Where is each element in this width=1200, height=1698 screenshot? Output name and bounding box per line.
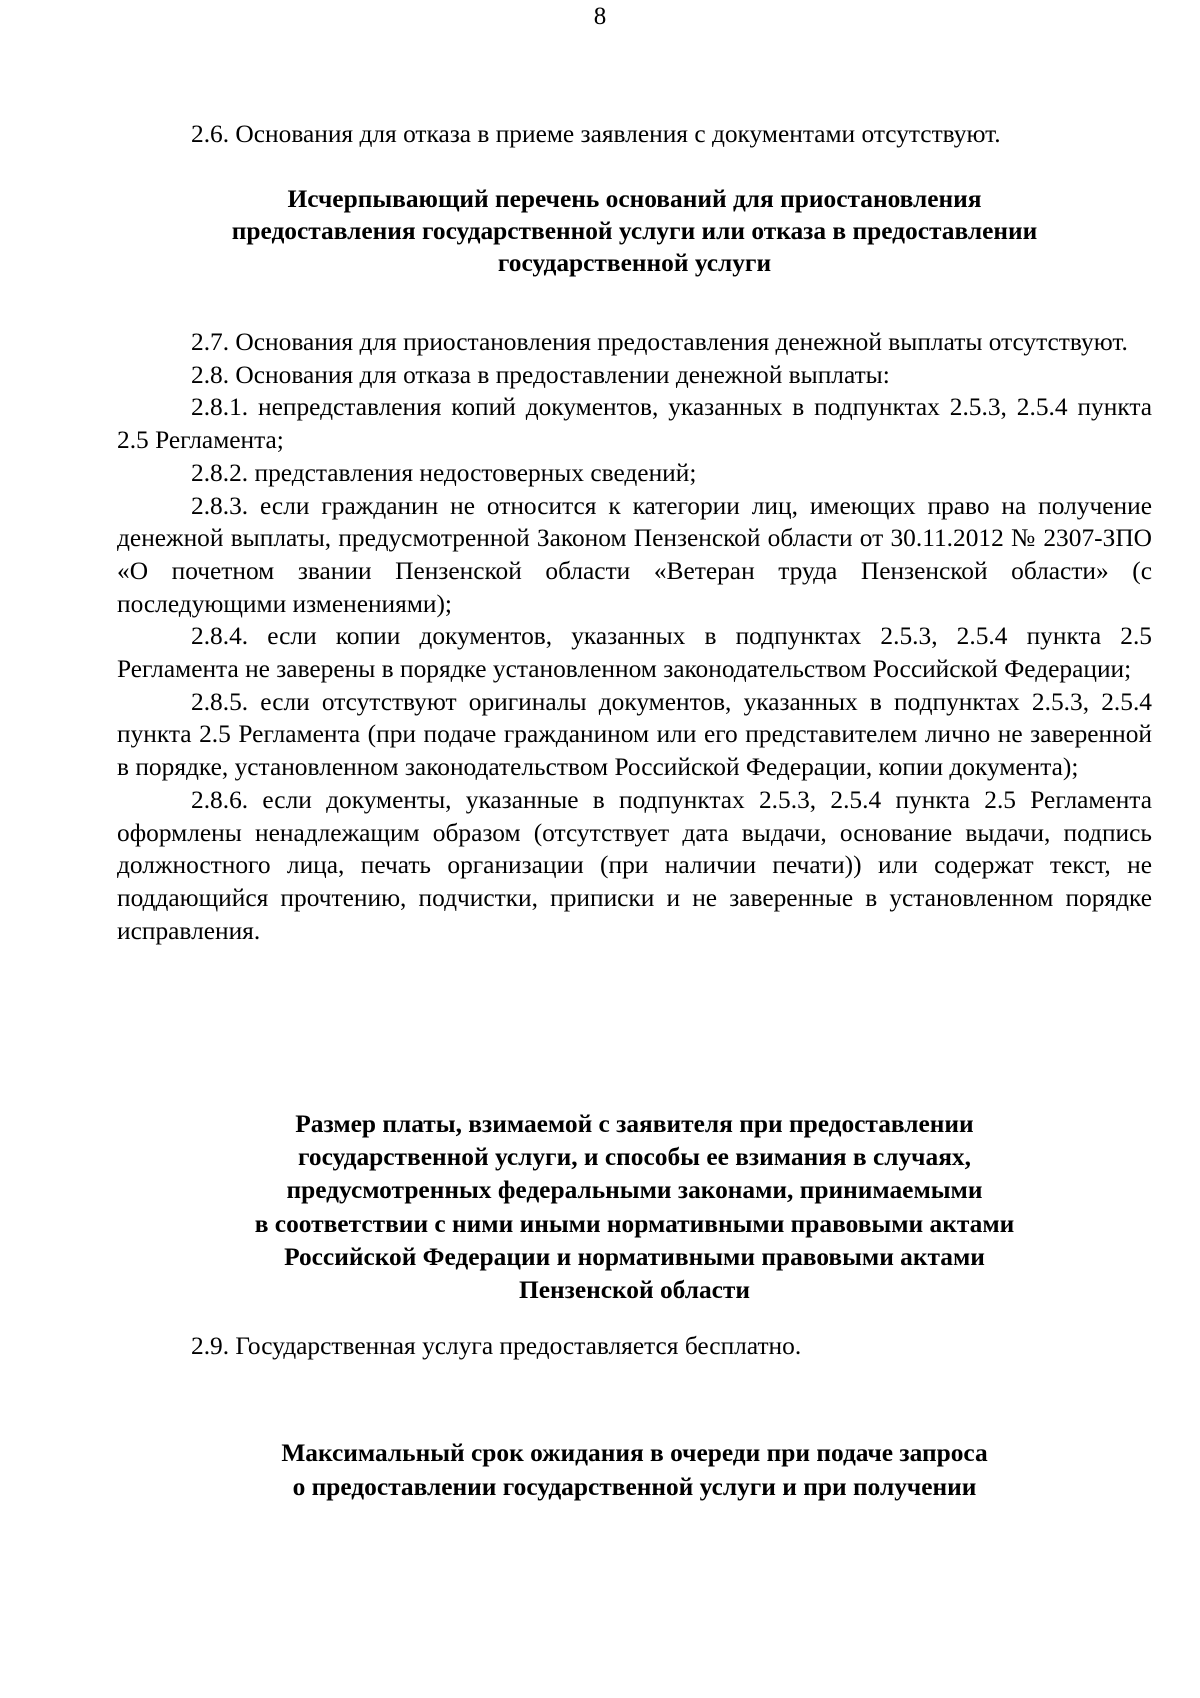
heading-line: о предоставлении государственной услуги и при получении — [292, 1473, 977, 1501]
heading-line: государственной услуги, и способы ее взимания в случаях, — [298, 1143, 971, 1172]
paragraph-2-8-6: 2.8.6. если документы, указанные в подпунктах 2.5.3, 2.5.4 пункта 2.5 Регламента оформлены ненадлежащим образом (отсутствует дата выдачи, основание выдачи, подпись должностного лица, печать организации (при наличии печати)) или содержат текст, не поддающийся прочтению, подчистки, приписки и не заверенные в установленном порядке исправления. — [117, 785, 1152, 945]
heading-line: Размер платы, взимаемой с заявителя при предоставлении — [295, 1110, 974, 1138]
heading-line: государственной услуги — [497, 249, 772, 277]
heading-line: Пензенской области — [518, 1276, 751, 1305]
heading-line: предусмотренных федеральными законами, принимаемыми — [286, 1176, 983, 1205]
section-2-7-2-8 — [117, 326, 1152, 947]
section-2-6 — [117, 118, 1152, 151]
paragraph-2-8-5: 2.8.5. если отсутствуют оригиналы документов, указанных в подпунктах 2.5.3, 2.5.4 пункта 2.5 Регламента (при подаче гражданином или его представителем лично не заверенной в порядке, установленном законодательством Российской Федерации, копии документа); — [117, 687, 1152, 782]
heading-line: Исчерпывающий перечень оснований для приостановления — [287, 185, 982, 213]
heading-grounds-for-suspension-or-refusal — [117, 183, 1152, 279]
section-2-9 — [117, 1330, 1152, 1363]
heading-line: Максимальный срок ожидания в очереди при подаче запроса — [281, 1439, 988, 1467]
heading-line: в соответствии с ними иными нормативными правовыми актами — [254, 1209, 1015, 1238]
heading-line: предоставления государственной услуги или отказа в предоставлении — [231, 217, 1038, 245]
paragraph-2-8-3: 2.8.3. если гражданин не относится к категории лиц, имеющих право на получение денежной выплаты, предусмотренной Законом Пензенской области от 30.11.2012 № 2307-ЗПО «О почетном звании Пензенской области «Ветеран труда Пензенской области» (с последующими изменениями); — [117, 491, 1152, 618]
heading-max-waiting-time — [117, 1436, 1152, 1504]
paragraph-2-8-1: 2.8.1. непредставления копий документов, указанных в подпунктах 2.5.3, 2.5.4 пункта 2.5 Регламента; — [117, 393, 1152, 455]
paragraph-2-8: 2.8. Основания для отказа в предоставлении денежной выплаты: — [191, 360, 890, 389]
heading-fee-amount — [117, 1108, 1152, 1307]
paragraph-2-6: 2.6. Основания для отказа в приеме заявления с документами отсутствуют. — [191, 120, 1001, 148]
paragraph-2-9: 2.9. Государственная услуга предоставляется бесплатно. — [191, 1332, 802, 1360]
paragraph-2-8-4: 2.8.4. если копии документов, указанных в подпунктах 2.5.3, 2.5.4 пункта 2.5 Регламента не заверены в порядке установленном законодательством Российской Федерации; — [117, 622, 1152, 684]
heading-line: Российской Федерации и нормативными правовыми актами — [284, 1242, 985, 1271]
paragraph-2-7: 2.7. Основания для приостановления предоставления денежной выплаты отсутствуют. — [191, 328, 1128, 356]
page-number: 8 — [593, 3, 607, 30]
paragraph-2-8-2: 2.8.2. представления недостоверных сведений; — [191, 458, 697, 487]
